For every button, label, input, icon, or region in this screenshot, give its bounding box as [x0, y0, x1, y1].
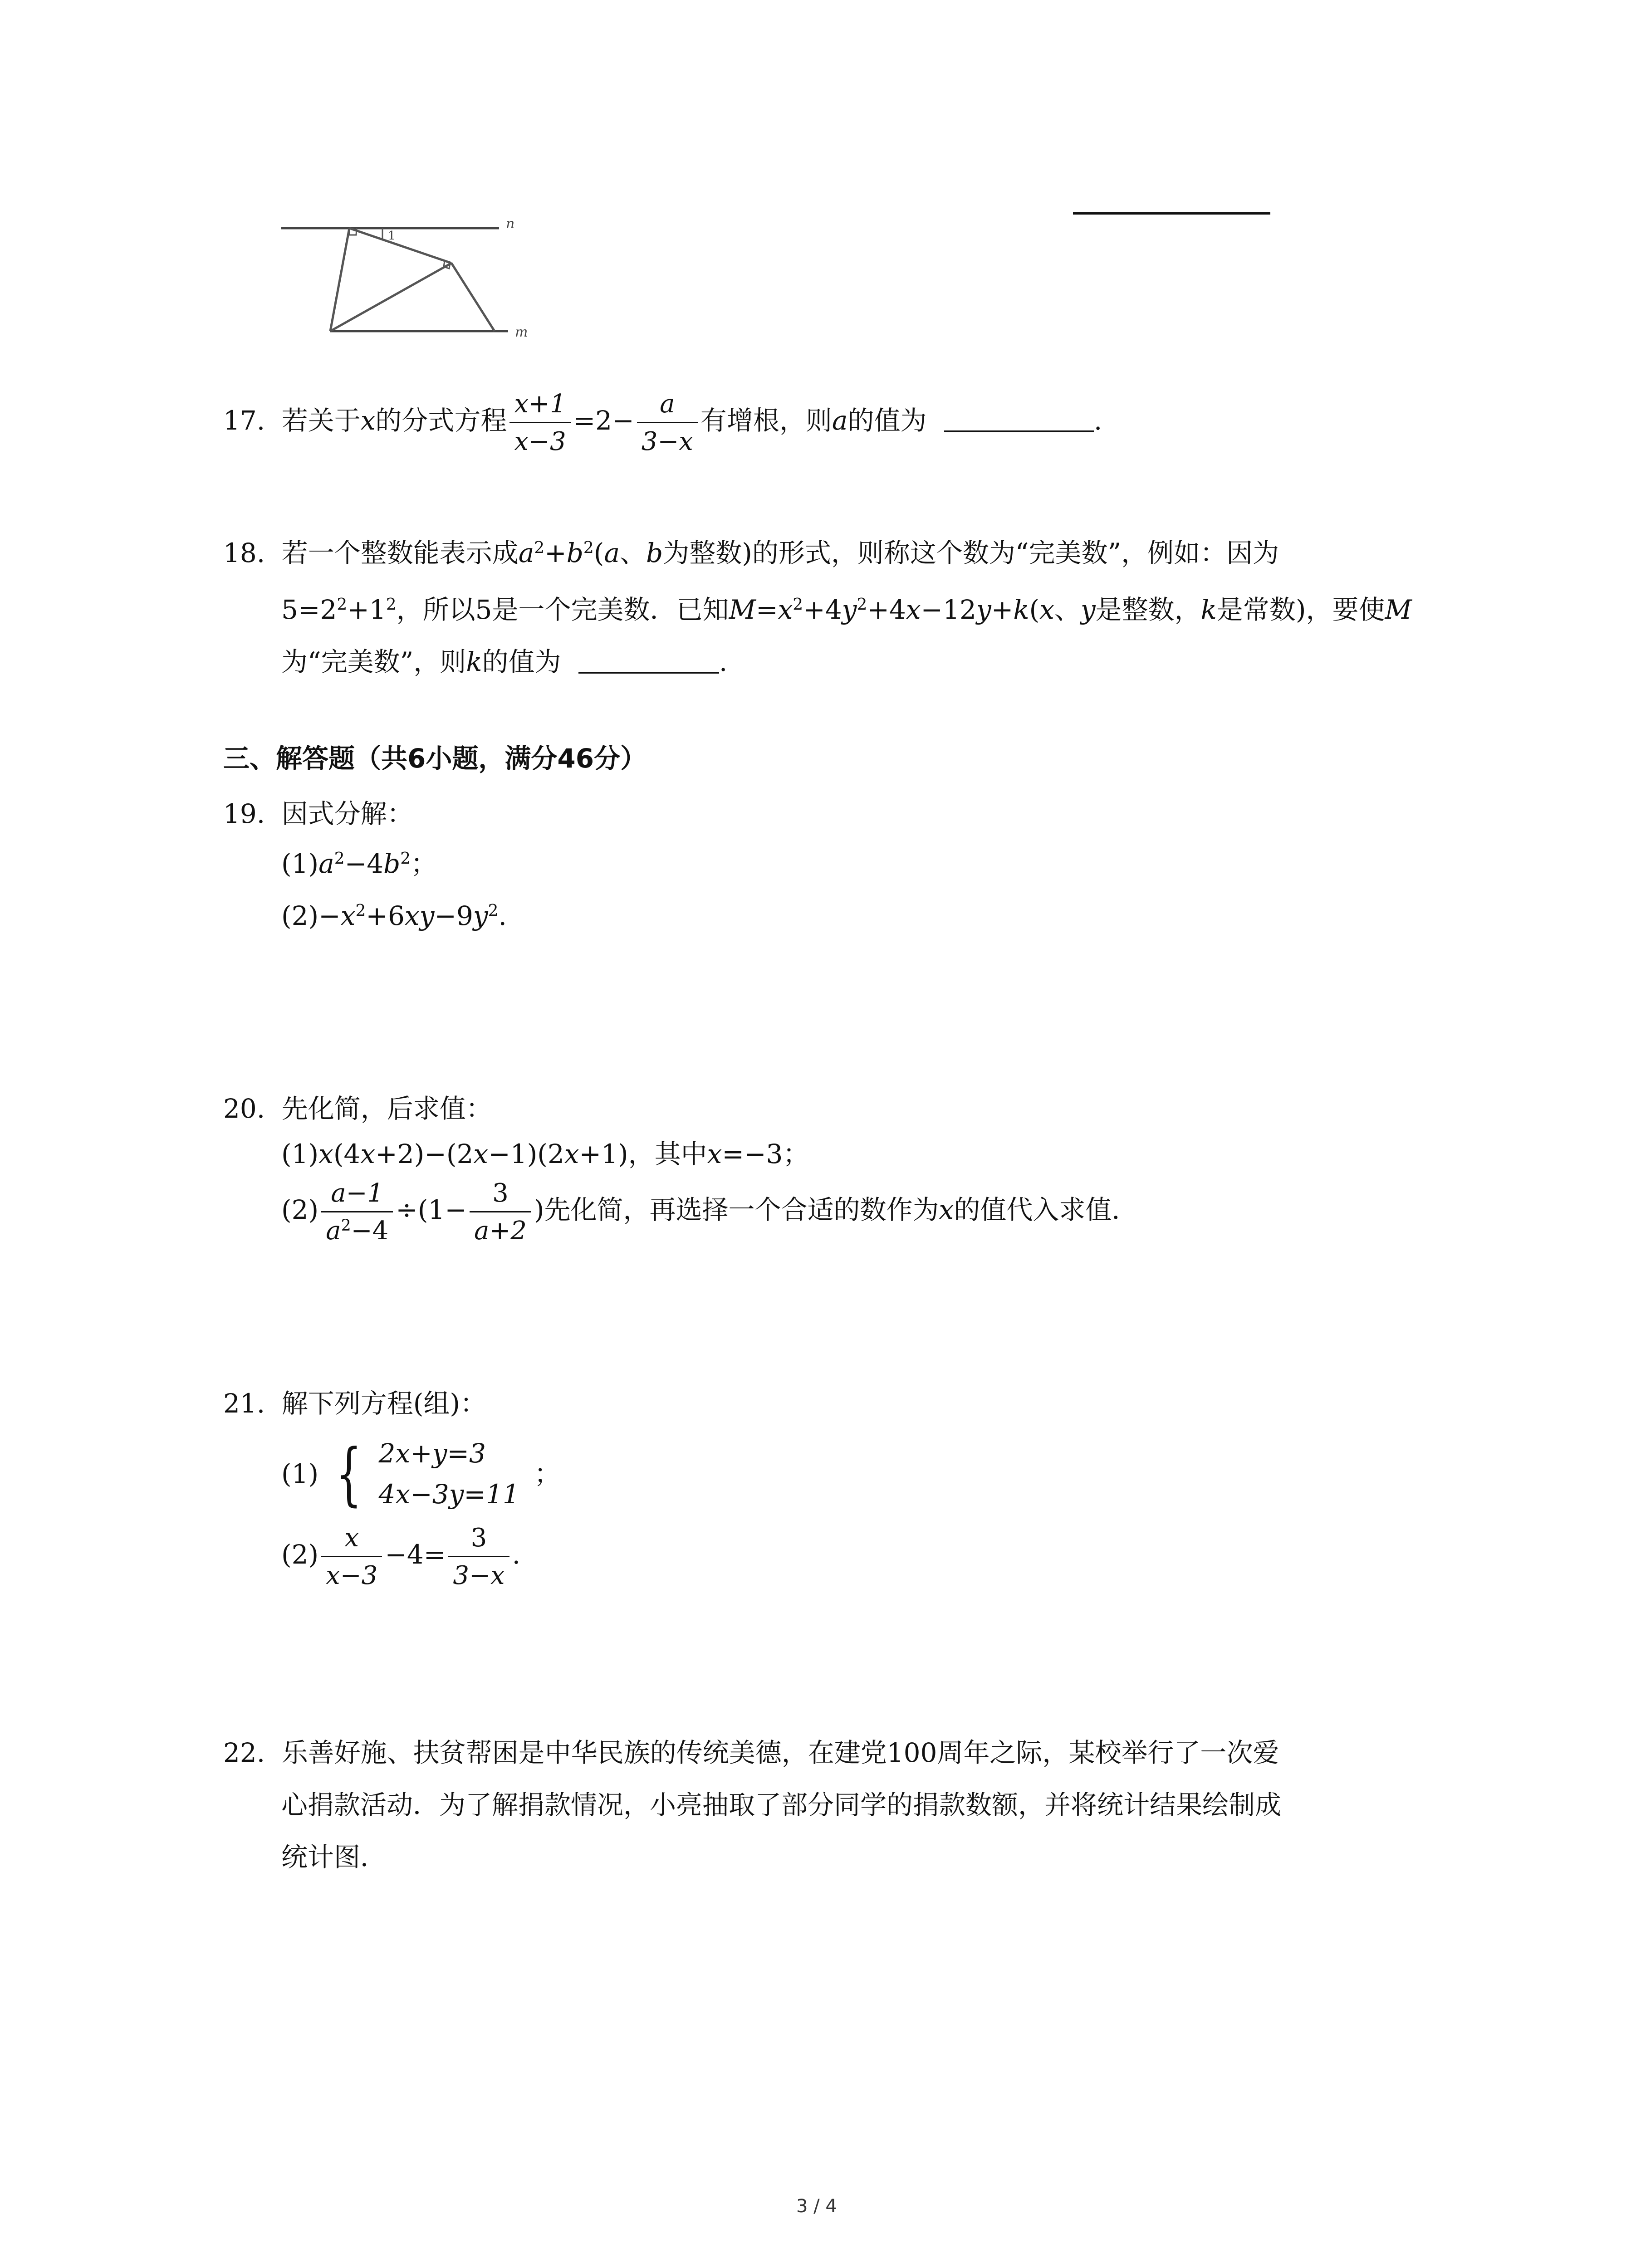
angle-label-1: 1: [388, 229, 396, 243]
question-22: 22. 乐善好施、扶贫帮困是中华民族的传统美德，在建党100周年之际，某校举行了一次爱: [223, 1737, 1279, 1768]
answer-blank-q18: [578, 672, 719, 674]
question-21-item-1: (1) { 2x+y=3 4x−3y=11 ；: [281, 1433, 560, 1515]
question-number: 17.: [223, 405, 265, 436]
question-20: 20. 先化简，后求值：: [223, 1093, 492, 1124]
fraction-x-over-x-minus-3: $\frac{x}{x-3}$: [321, 1524, 382, 1589]
question-number: 19.: [223, 798, 265, 829]
question-number: 20.: [223, 1093, 265, 1124]
question-21: 21. 解下列方程(组)：: [223, 1388, 486, 1419]
question-22-line-2: 心捐款活动．为了解捐款情况，小亮抽取了部分同学的捐款数额，并将统计结果绘制成: [281, 1789, 1282, 1820]
line-label-n: n: [506, 216, 515, 232]
question-19-item-2: $(2)-x^2+6xy-9y^2$.: [281, 900, 507, 931]
fraction-a-minus-1: $\frac{a-1}{a^2-4}$: [321, 1179, 393, 1245]
fraction-a: $\frac{a}{3-x}$: [637, 390, 698, 455]
question-number: 18.: [223, 538, 265, 568]
question-20-item-2: (2) $\frac{a-1}{a^2-4}$ ÷(1− $\frac{3}{a+2}$ )先化简，再选择一个合适的数作为x的值代入求值．: [281, 1178, 1138, 1246]
answer-blank-q16: [1073, 212, 1270, 215]
equation-system: 2x+y=3 4x−3y=11: [378, 1438, 519, 1510]
question-18-line-2: $5=2^2+1^2$，所以5是一个完美数．已知$M=x^2+4y^2+4x-12y+k(x$、y是整数，k是常数)，要使M: [281, 594, 1412, 625]
question-22-line-3: 统计图．: [281, 1842, 387, 1872]
question-18: 18. 若一个整数能表示成$a^2+b^2(a$、b为整数)的形式，则称这个数为“完美数”，例如：因为: [223, 538, 1279, 568]
question-17: 17. 若关于x的分式方程 $\frac{x+1}{x-3}$ =2− $\frac{a}{3-x}$ 有增根，则a的值为 .: [223, 389, 1102, 456]
fraction-x-plus-1: $\frac{x+1}{x-3}$: [509, 390, 570, 455]
geometry-figure: [272, 213, 535, 345]
question-19-item-1: $(1)a^2-4b^2$；: [281, 848, 437, 879]
question-21-item-2: (2) $\frac{x}{x-3}$ −4= $\frac{3}{3-x}$ .: [281, 1523, 520, 1590]
question-number: 22.: [223, 1737, 265, 1768]
question-19: 19. 因式分解：: [223, 798, 413, 829]
line-label-m: m: [515, 324, 528, 340]
fraction-3-over-3-minus-x: $\frac{3}{3-x}$: [448, 1524, 509, 1589]
question-number: 21.: [223, 1388, 265, 1419]
question-18-line-3: 为“完美数”，则k的值为 .: [281, 646, 728, 677]
left-brace: {: [335, 1434, 362, 1514]
question-20-item-1: (1)x(4x+2)−(2x−1)(2x+1)，其中x=−3；: [281, 1139, 809, 1169]
answer-blank-q17: [944, 430, 1094, 432]
page-number: 3 / 4: [796, 2196, 837, 2217]
section-heading: 三、解答题（共6小题，满分46分）: [223, 743, 647, 774]
fraction-3-over-a-plus-2: $\frac{3}{a+2}$: [470, 1179, 531, 1245]
